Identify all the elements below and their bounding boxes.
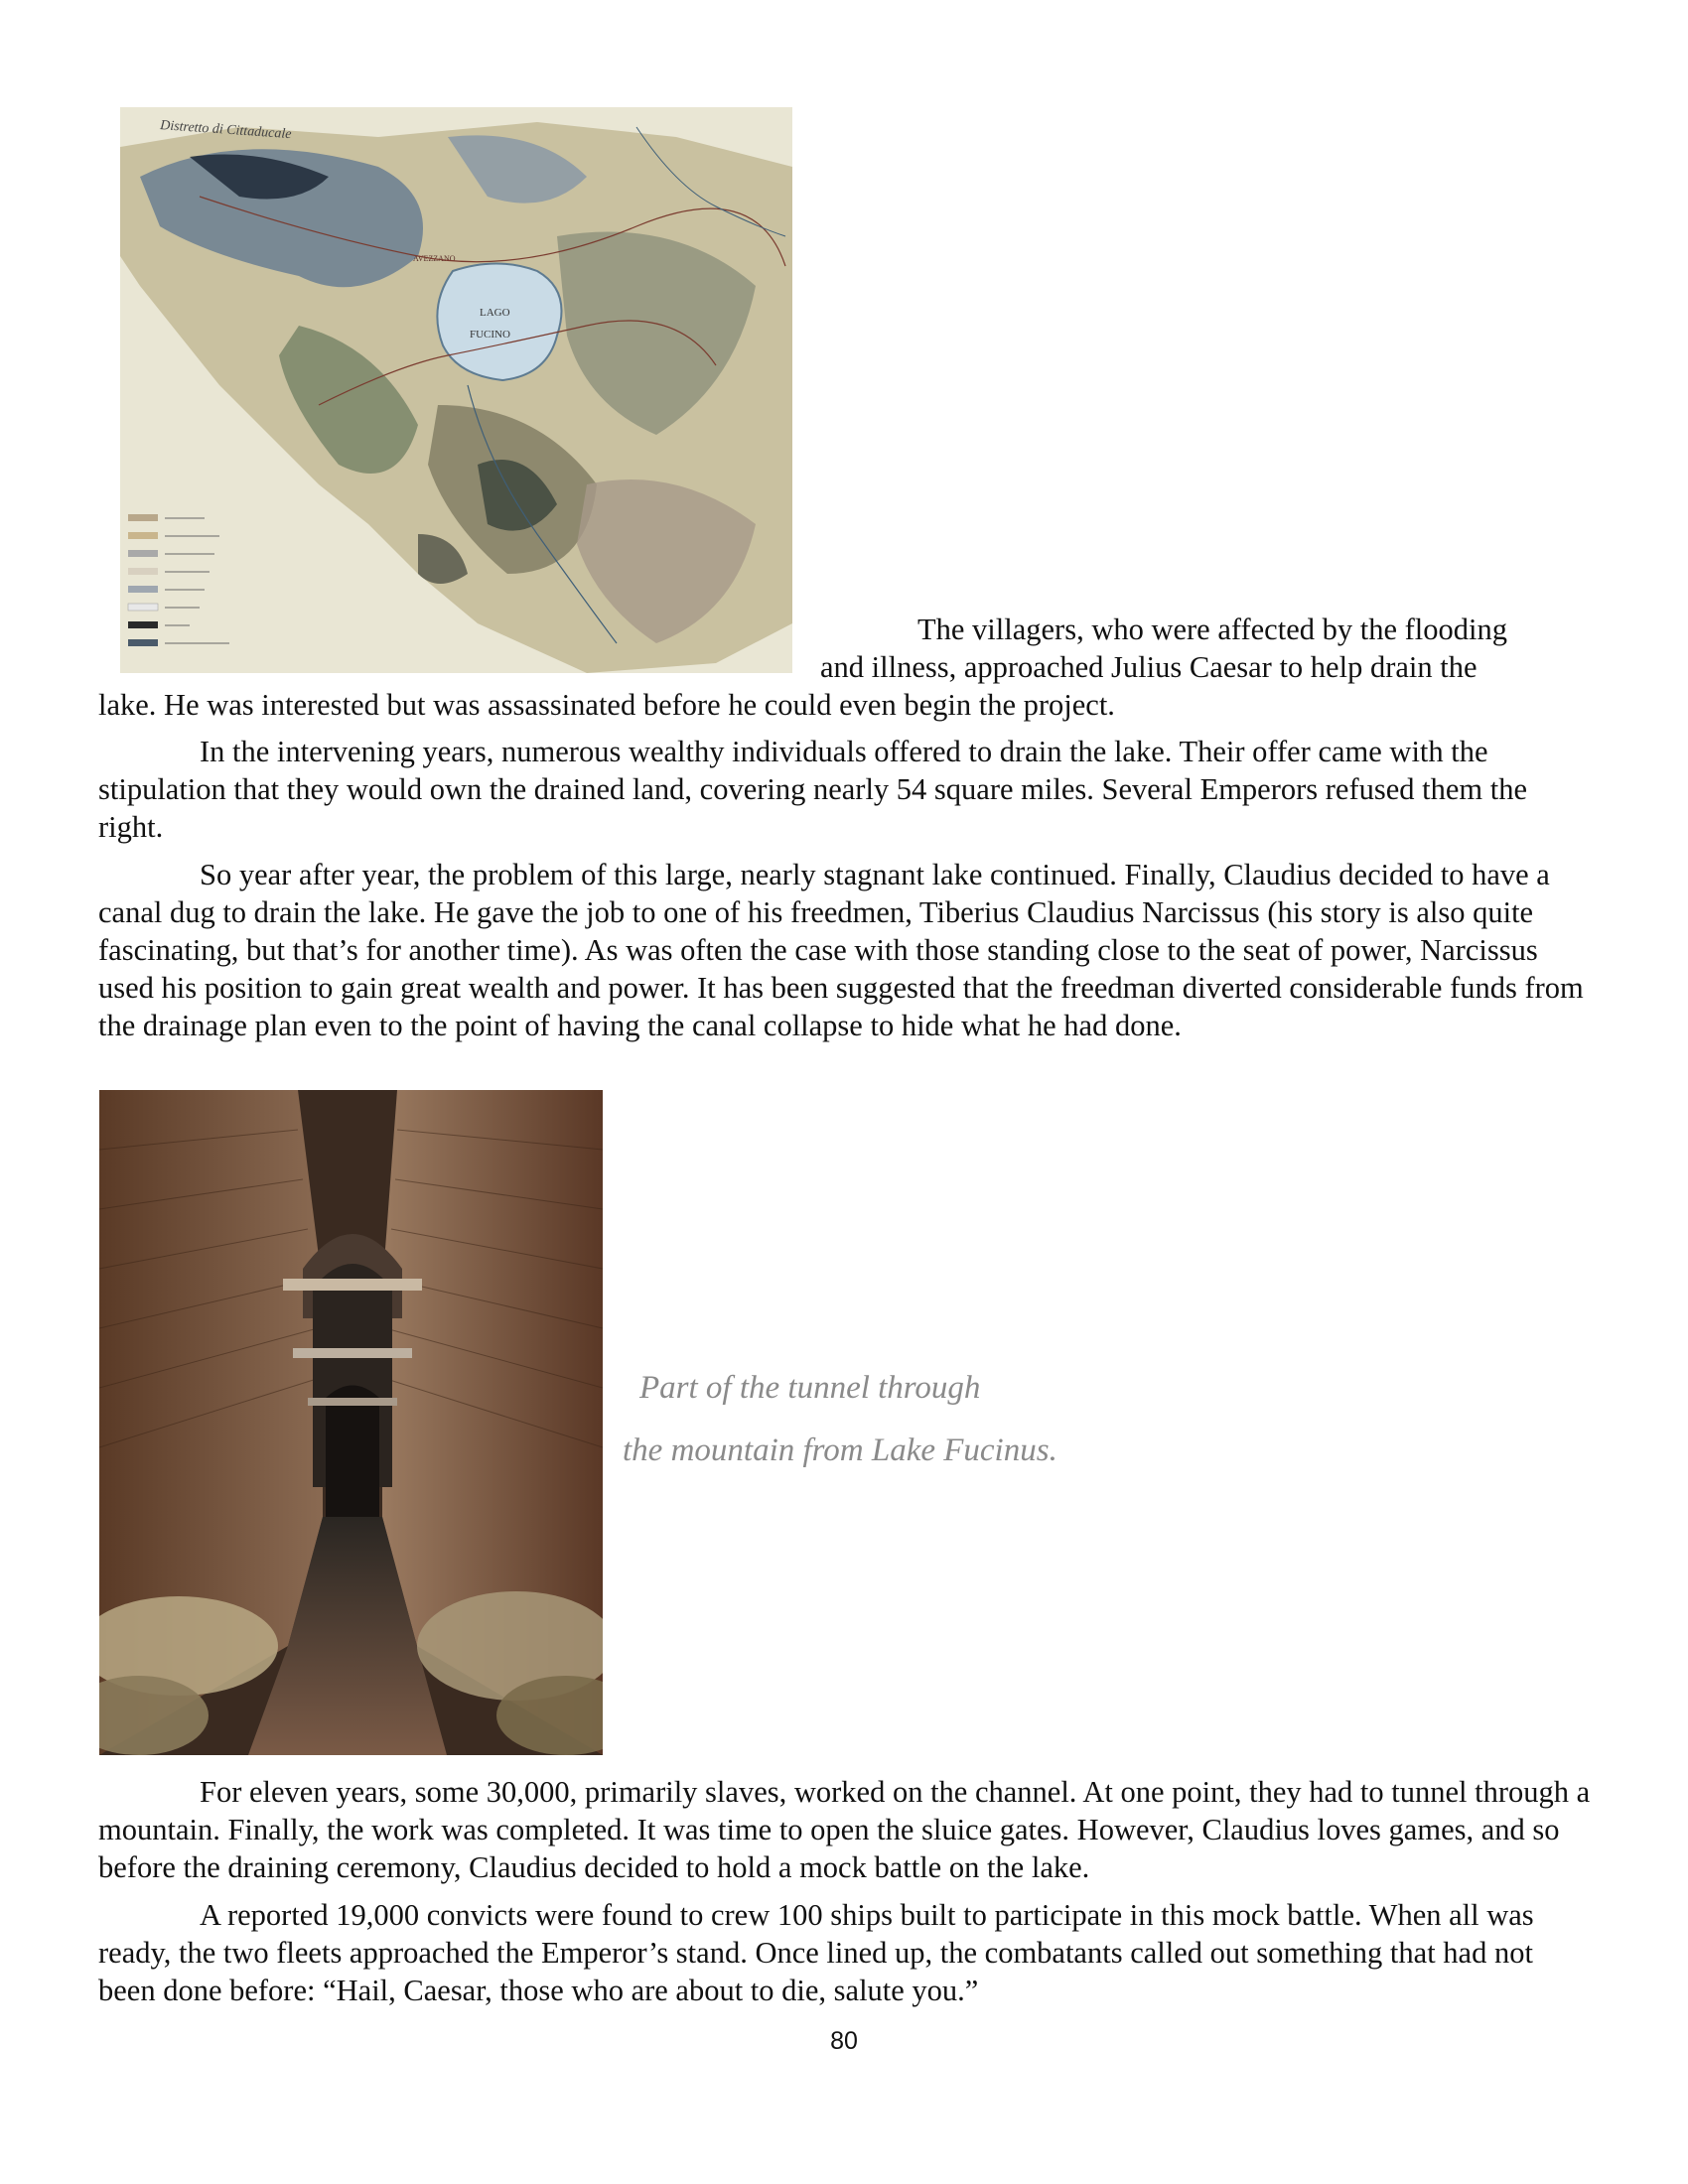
- paragraph-2: In the intervening years, numerous wealthy individuals offered to drain the lake. Their offer came with the stipulation that they would own the drained land, covering nearly 54 square miles. Several Emperors refused them the right.: [98, 735, 1528, 844]
- paragraph-1-line-2: and illness, approached Julius Caesar to help drain the: [820, 650, 1477, 684]
- paragraph-1-line-3: lake. He was interested but was assassinated before he could even begin the project.: [98, 688, 1115, 722]
- paragraph-1-line-1: The villagers, who were affected by the flooding: [917, 613, 1507, 646]
- map-lake-label-1: LAGO: [480, 307, 510, 319]
- historical-map-image: [120, 107, 792, 673]
- paragraph-5: A reported 19,000 convicts were found to crew 100 ships built to participate in this mock battle. When all was ready, the two fleets approached the Emperor’s stand. Once lined up, the combatants called out something that had not been done before: “Hail, Caesar, those who are about to die, salute you.”: [98, 1898, 1534, 2007]
- page-number: 80: [830, 2027, 858, 2055]
- map-lake-label-2: FUCINO: [470, 329, 510, 341]
- tunnel-caption-line-2: the mountain from Lake Fucinus.: [623, 1433, 1057, 1468]
- tunnel-photo-image: [99, 1090, 603, 1755]
- paragraph-4: For eleven years, some 30,000, primarily slaves, worked on the channel. At one point, they had to tunnel through a mountain. Finally, the work was completed. It was time to open the sluice gates. However, Claudius loves games, and so before the draining ceremony, Claudius decided to hold a mock battle on the lake.: [98, 1775, 1591, 1884]
- map-district-label: Distretto di Cittaducale: [159, 118, 292, 143]
- tunnel-caption-line-1: Part of the tunnel through: [639, 1370, 981, 1406]
- paragraph-3: So year after year, the problem of this large, nearly stagnant lake continued. Finally, Claudius decided to have a canal dug to drain the lake. He gave the job to one of his freedmen, Tiberius Claudius Narcissus (his story is also quite fascinating, but that’s for another time). As was often the case with those standing close to the seat of power, Narcissus used his position to gain great wealth and power. It has been suggested that the freedman diverted considerable funds from the drainage plan even to the point of having the canal collapse to hide what he had done.: [98, 858, 1584, 1042]
- map-town-label: AVEZZANO: [413, 254, 456, 263]
